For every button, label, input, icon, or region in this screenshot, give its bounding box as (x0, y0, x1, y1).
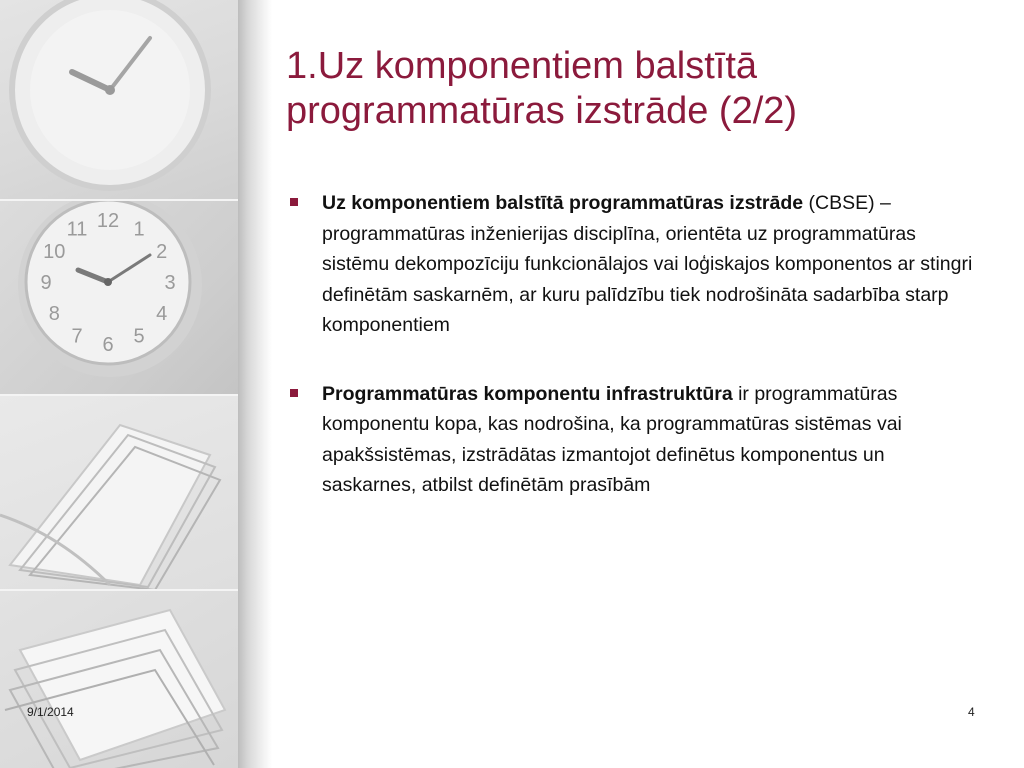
clock-numeral: 4 (156, 303, 168, 325)
clock-icon (0, 200, 240, 395)
clock-photo (0, 200, 240, 395)
clock-numeral: 7 (71, 325, 83, 348)
footer-date: 9/1/2014 (27, 705, 74, 719)
bullet-term: Uz komponentiem balstītā programmatūras izstrāde (322, 192, 804, 214)
square-bullet-icon (290, 198, 298, 206)
clock-numeral: 12 (96, 210, 120, 232)
slide-number: 4 (968, 705, 975, 719)
divider (0, 589, 240, 591)
sidebar-shadow (238, 0, 272, 768)
clock-numeral: 8 (48, 303, 60, 325)
clock-numeral: 11 (66, 218, 88, 241)
clock-numeral: 9 (40, 272, 52, 294)
clock-numeral: 3 (164, 272, 176, 294)
square-bullet-icon (290, 389, 298, 397)
slide-title-line-1: 1.Uz komponentiem balstītā (286, 45, 758, 87)
divider (0, 199, 240, 201)
papers-photo-1 (0, 395, 240, 590)
clock-numeral: 10 (43, 241, 66, 263)
clock-numeral: 6 (102, 334, 114, 356)
bullet-item (286, 188, 976, 341)
slide-title (286, 44, 986, 134)
clock-numeral: 2 (156, 241, 168, 263)
papers-photo-2 (0, 590, 240, 768)
decorative-photo-strip (0, 0, 240, 768)
papers-stack-icon-2 (0, 590, 240, 768)
clock-numeral: 1 (133, 218, 145, 241)
clock-top-icon (0, 0, 240, 200)
clock-numeral: 5 (133, 325, 145, 348)
slide-title-line-2: programmatūras izstrāde (2/2) (286, 90, 798, 132)
bullet-term: Programmatūras komponentu infrastruktūra (322, 382, 733, 405)
papers-stack-icon (0, 395, 240, 590)
bullet-text (322, 188, 976, 341)
bullet-list (286, 188, 976, 539)
clock-photo-top (0, 0, 240, 200)
bullet-text (322, 379, 976, 501)
bullet-item (286, 379, 976, 501)
bullet-definition: ir programmatūras komponentu kopa, kas nodrošina, ka programmatūras sistēmas vai apakšsistēmas, izstrādātas izmantojot definētus komponentus un saskarnes, atbilst definētām prasībām (322, 382, 902, 496)
bullet-definition: (CBSE) – programmatūras inženierijas disciplīna, orientēta uz programmatūras sistēmu dekompozīciju funkcionālajos vai loģiskajos komponentos ar stingri definētām saskarnēm, ar kuru palīdzību tiek nodrošināta sadarbība starp komponentiem (322, 192, 973, 336)
divider (0, 394, 240, 396)
